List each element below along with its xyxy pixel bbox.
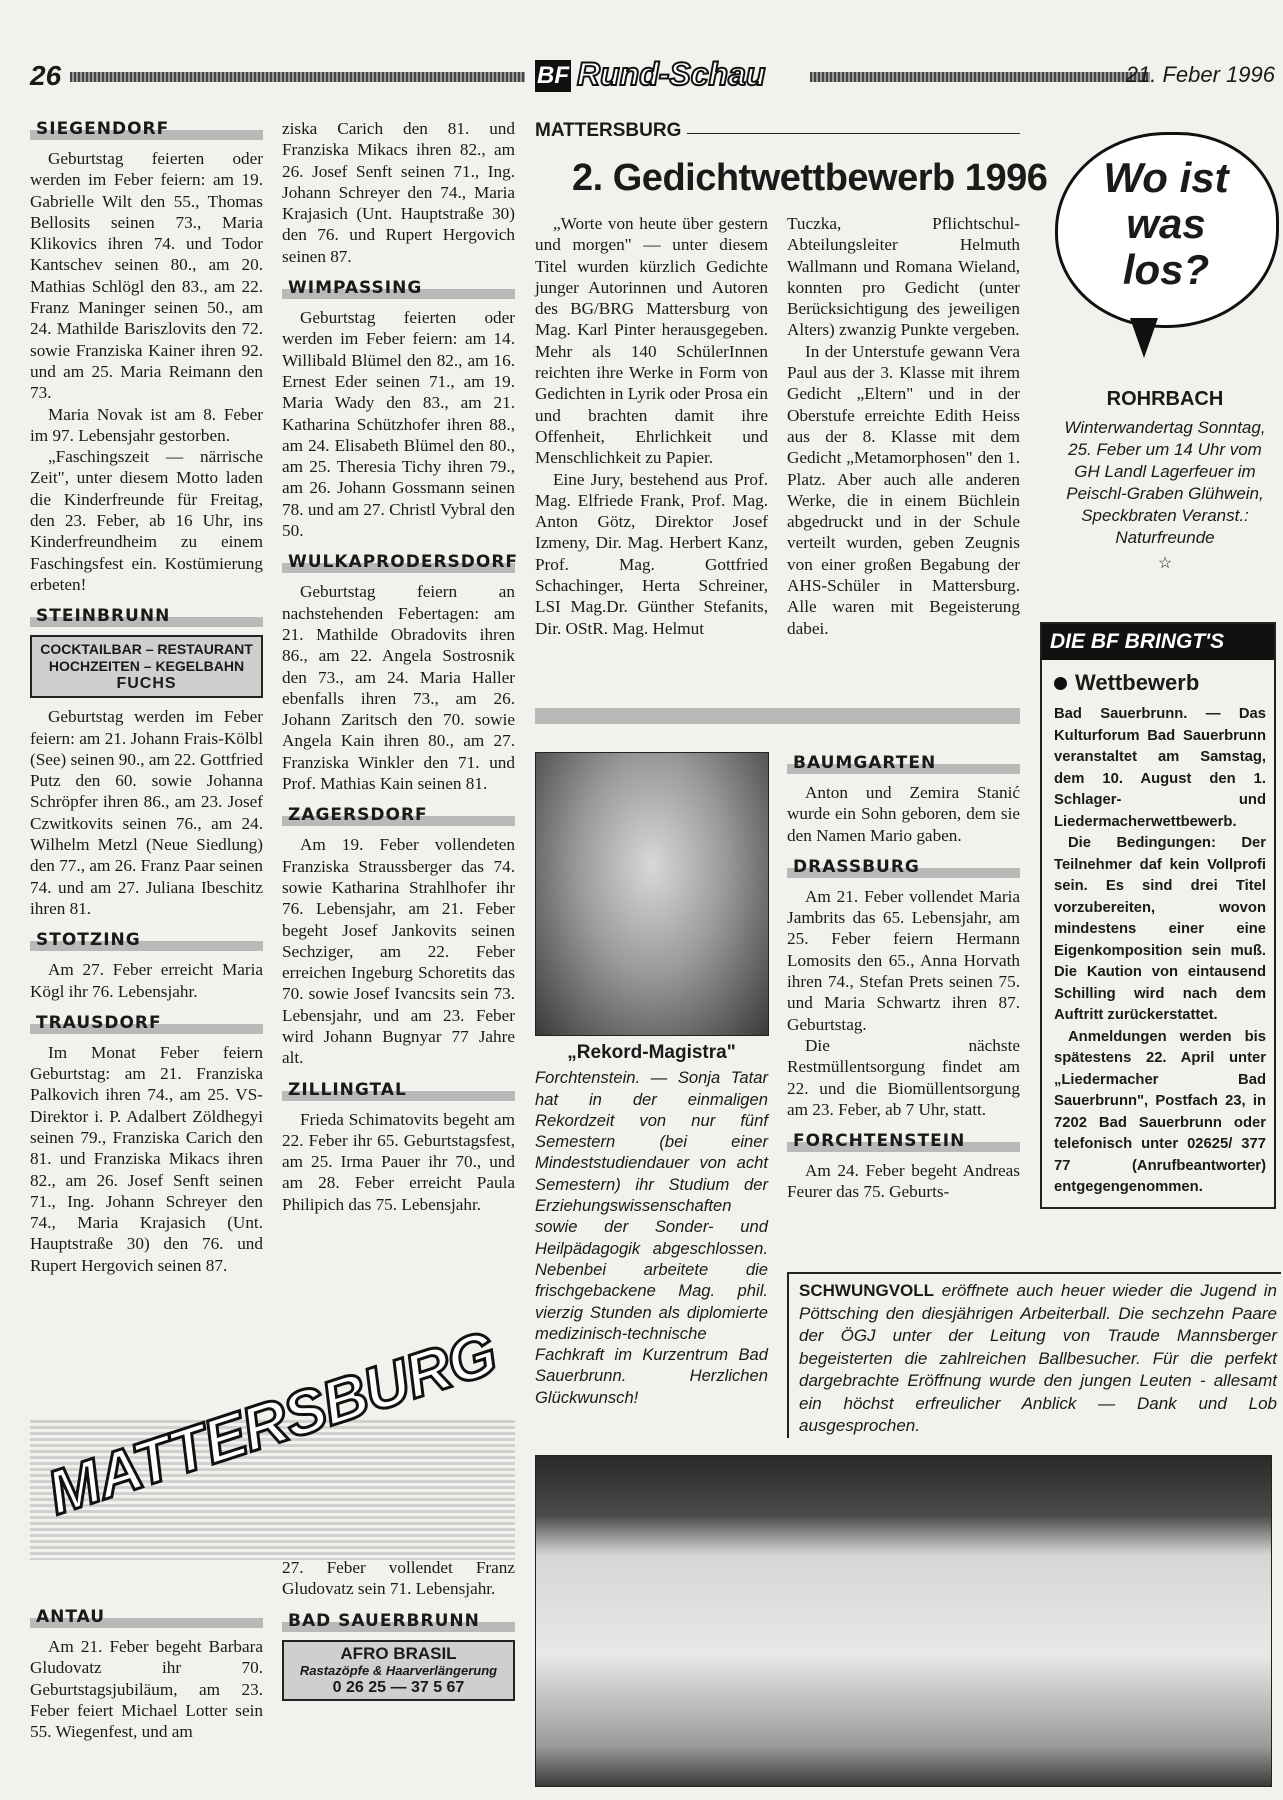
zagersdorf-text: Am 19. Feber vollendeten Franziska Straussberger das 74. sowie Katharina Strahlhofer ihr 76. Lebensjahr, am 21. Feber begeht Josef Jankovits seinen Sechziger, am 22. Feber erreichen Ingeburg Schoretits das 70. sowie Josef Ivancsits sein 73. Lebensjahr, und am 23. Feber wird Johann Bugnyar 77 Jahre alt. [282, 835, 515, 1068]
zillingtal-text: Frieda Schimatovits begeht am 22. Feber ihr 65. Geburtstagsfest, am 25. Irma Pauer ihr 70., und am 28. Feber erreicht Paula Philipich das 75. Lebensjahr. [282, 1109, 515, 1214]
baumgarten-text: Anton und Zemira Stanić wurde ein Sohn geboren, dem sie den Namen Mario gaben. [787, 783, 1020, 845]
photo-caption [535, 1042, 768, 1408]
bf-logo: BF [535, 60, 571, 92]
section-heading-steinbrunn: STEINBRUNN [30, 605, 263, 627]
column-1 [30, 118, 263, 1275]
section-heading-siegendorf: SIEGENDORF [30, 118, 263, 140]
rohrbach-event [1060, 388, 1270, 573]
bullet-icon [1054, 677, 1067, 690]
fuchs-ad-line-2: HOCHZEITEN – KEGELBAHN [48, 658, 245, 675]
article-left-paragraph-2: Eine Jury, bestehend aus Prof. Mag. Elfriede Frank, Prof. Mag. Anton Götz, Direktor Josef Izmeny, Dir. Mag. Herbert Kanz, Prof. Mag. Gottfried Schachinger, Herta Schreiner, LSI Mag.Dr. Günther Stefanits, Dir. OStR. Mag. Helmut [535, 469, 768, 638]
antau-continued-section [282, 1557, 515, 1701]
speech-bubble-text: Wo ist was los? [1103, 154, 1229, 293]
article-headline: 2. Gedichtwettbewerb 1996 [572, 157, 1048, 199]
page-header [30, 56, 1280, 100]
wimpassing-text: Geburtstag feierten oder werden im Feber feiern: am 14. Willibald Blümel den 82., am 16. Ernest Eder seinen 71., am 19. Maria Wady den 83., am 21. Katharina Schützhofer ihren 88., am 24. Elisabeth Blümel den 80., am 25. Theresia Tichy ihren 79., am 26. Johann Gossmann seinen 78. und am 27. Christl Vybral den 50. [282, 308, 515, 541]
photo-caption-text: Forchtenstein. — Sonja Tatar hat in der einmaligen Rekordzeit von nur fünf Semestern (bei einer Mindeststudiendauer von acht Semestern) ihr Studium der Erziehungswissenschaften sowie der Sonder- und Heilpädagogik abgeschlossen. Nebenbei arbeitete die frischgebackene Mag. phil. vierzig Stunden als diplomierte medizinisch-technische Fachkraft im Kurzentrum Bad Sauerbrunn. Herzlichen Glückwunsch! [535, 1068, 768, 1407]
mattersburg-banner [30, 1318, 515, 1560]
article-right-paragraph-1: Tuczka, Pflichtschul-Abteilungsleiter Helmuth Wallmann und Romana Wieland, konnten pro Gedicht (unter Berücksichtigung des jeweiligen Alters) zwanzig Punkte vergeben. [787, 214, 1020, 340]
star-icon: ☆ [1157, 555, 1173, 572]
fuchs-ad-line-1: COCKTAILBAR – RESTAURANT [40, 641, 253, 658]
drassburg-text-1: Am 21. Feber vollendet Maria Jambrits das 65. Lebensjahr, am 25. Feber feiern Hermann Lomosits den 65., Anna Horvath ihren 74., Stefan Prets seinen 75. und Maria Schwartz ihren 87. Geburtstag. [787, 886, 1020, 1034]
siegendorf-text-2: Maria Novak ist am 8. Feber im 97. Lebensjahr gestorben. [30, 404, 263, 445]
header-rule-right [810, 72, 1150, 82]
mattersburg-banner-text: MATTERSBURG [39, 1318, 505, 1529]
column-4 [787, 752, 1020, 1203]
portrait-photo [535, 752, 769, 1036]
bf-bringts-heading: DIE BF BRINGT'S [1042, 624, 1274, 660]
page-number: 26 [30, 60, 62, 91]
section-heading-wimpassing: WIMPASSING [282, 277, 515, 299]
section-heading-wulkaprodersdorf: WULKAPRODERSDORF [282, 551, 515, 573]
masthead-logo [535, 56, 835, 94]
afro-brasil-name: AFRO BRASIL [340, 1643, 457, 1663]
bf-bringts-box [1040, 622, 1276, 1209]
article-right-paragraph-2: In der Unterstufe gewann Vera Paul aus der 3. Klasse mit ihrem Gedicht „Eltern" und in der Oberstufe erreichte Edith Heiss aus der 8. Klasse mit dem Gedicht „Metamorphosen" den 1. Platz. Aber auch alle anderen Werke, die in einem Büchlein abgedruckt und in der Schule verteilt wurden, geben Zeugnis von einer großen Begabung der AHS-Schüler in Mattersburg. Alle waren mit Begeisterung dabei. [787, 341, 1020, 638]
trausdorf-continued: ziska Carich den 81. und Franziska Mikacs ihren 82., am 26. Josef Senft seinen 71., Ing. Johann Schreyer den 74., Maria Krajasich (Unt. Hauptstraße 30) den 76. und Rupert Hergovich seinen 87. [282, 119, 515, 266]
schwungvoll-text: eröffnete auch heuer wieder die Jugend in Pöttsching den diesjährigen Arbeiterball. Die sechzehn Paare der ÖGJ unter der Leitung von Traude Mannsberger begeisterten die zahlreichen Ballbesucher. Für die perfekt dargebrachte Eröffnung wurde den jungen Leuten - allesamt ein höchst erfreulicher Anblick — Dank und Lob ausgesprochen. [799, 1281, 1277, 1435]
fuchs-ad [30, 635, 263, 698]
antau-text: Am 21. Feber begeht Barbara Gludovatz ihr 70. Geburtstagsjubiläum, am 23. Feber feiert Michael Lotter sein 55. Wiegenfest, und am [30, 1637, 263, 1742]
afro-brasil-ad [282, 1640, 515, 1701]
photo-caption-title: „Rekord-Magistra" [567, 1042, 736, 1063]
afro-brasil-phone: 0 26 25 — 37 5 67 [332, 1678, 465, 1696]
wettbewerb-title: Wettbewerb [1075, 670, 1200, 695]
wettbewerb-text-3: Anmeldungen werden bis spätestens 22. April unter „Liedermacher Bad Sauerbrunn", Postfach 23, in 7202 Bad Sauerbrunn oder telefonisch unter 02625/ 377 77 (Anrufbeantworter) entgegengenommen. [1054, 1028, 1266, 1195]
article-left-paragraph-1: „Worte von heute über gestern und morgen" — unter diesem Titel wurden kürzlich Gedichte junger Autorinnen und Autoren des BG/BRG Mattersburg von Mag. Karl Pinter herausgegeben. Mehr als 140 SchülerInnen reichten ihre Werke in Form von Gedichten in Lyrik oder Prosa ein und brachten damit ihre Offenheit, Ehrlichkeit und Menschlichkeit zu Papier. [535, 214, 768, 468]
article-kicker [535, 120, 1020, 144]
section-heading-stotzing: STOTZING [30, 929, 263, 951]
siegendorf-text-1: Geburtstag feierten oder werden im Feber feiern: am 19. Gabrielle Wilt den 55., Thomas Bellosits seinen 73., Maria Klikovics ihren 74. und Todor Kantschev seinen 80., am 20. Mathias Schlögl den 83., am 22. Franz Maninger seinen 50., am 24. Mathilde Bariszlovits den 72. sowie Franziska Kainer ihren 92. und am 25. Maria Reimann den 73. [30, 149, 263, 403]
forchtenstein-text: Am 24. Feber begeht Andreas Feurer das 75. Geburts- [787, 1161, 1020, 1202]
drassburg-text-2: Die nächste Restmüllentsorgung findet am 22. und die Biomüllentsorgung am 23. Feber, ab 7 Uhr, statt. [787, 1035, 1020, 1119]
header-rule-left [70, 72, 525, 82]
speech-bubble-tail [1130, 318, 1158, 358]
wulkaprodersdorf-text: Geburtstag feiern an nachstehenden Febertagen: am 21. Mathilde Obradovits ihren 86., am 22. Angela Sostrosnik den 73., am 24. Maria Haller ebenfalls ihren 73., am 26. Johann Zaritsch den 70. sowie Angela Kain ihren 80., am 27. Franziska Winkler den 71. und Prof. Mathias Kain seinen 81. [282, 582, 515, 794]
section-heading-trausdorf: TRAUSDORF [30, 1012, 263, 1034]
masthead-title: Rund-Schau [577, 56, 766, 92]
speech-bubble [1055, 132, 1279, 328]
fuchs-ad-name: FUCHS [116, 675, 177, 693]
schwungvoll-lead: SCHWUNGVOLL [799, 1281, 935, 1300]
antau-section [30, 1606, 263, 1742]
section-heading-drassburg: DRASSBURG [787, 856, 1020, 878]
article-right-column [787, 213, 1020, 639]
steinbrunn-text: Geburtstag werden im Feber feiern: am 21. Johann Frais-Kölbl (See) seinen 90., am 22. Gottfried Putz den 60. sowie Johanna Schröpfer ihren 86., am 23. Josef Czwitkovits seinen 76., am 24. Wilhelm Metzl (Neue Siedlung) den 77., am 26. Franz Paar seinen 74. und am 27. Juliana Ibeschitz ihren 81. [30, 707, 263, 918]
trausdorf-text: Im Monat Feber feiern Geburtstag: am 21. Franziska Palkovich ihren 74., am 25. VS-Direktor i. P. Adalbert Zöldhegyi seinen 79., Franziska Carich den 81. und Franziska Mikacs ihren 82., am 26. Josef Senft seinen 71., Ing. Johann Schreyer den 74., Maria Krajasich (Unt. Hauptstraße 30) den 76. und Rupert Hergovich seinen 87. [30, 1042, 263, 1275]
issue-date: 21. Feber 1996 [1125, 62, 1275, 87]
rohrbach-details: Winterwandertag Sonntag, 25. Feber um 14 Uhr vom GH Landl Lagerfeuer im Peischl-Graben Glühwein, Speckbraten Veranst.: Naturfreunde [1064, 418, 1266, 547]
stotzing-text: Am 27. Feber erreicht Maria Kögl ihr 76. Lebensjahr. [30, 960, 263, 1001]
section-heading-zillingtal: ZILLINGTAL [282, 1079, 515, 1101]
afro-brasil-service: Rastazöpfe & Haarverlängerung [299, 1662, 498, 1678]
wettbewerb-heading [1054, 670, 1266, 696]
article-kicker-text: MATTERSBURG [535, 120, 687, 141]
article-left-column [535, 213, 768, 639]
section-heading-bad-sauerbrunn: BAD SAUERBRUNN [282, 1610, 515, 1632]
schwungvoll-caption [787, 1272, 1281, 1438]
wettbewerb-text-2: Die Bedingungen: Der Teilnehmer daf kein Vollprofi sein. Es sind drei Titel vorzubereiten, wovon mindestens einer eine Eigenkomposition sein muß. Die Kaution von eintausend Schilling wird nach dem Auftritt zurückerstattet. [1054, 835, 1266, 1023]
group-photo [535, 1455, 1272, 1787]
section-heading-baumgarten: BAUMGARTEN [787, 752, 1020, 774]
antau-continued: 27. Feber vollendet Franz Gludovatz sein 71. Lebensjahr. [282, 1558, 515, 1599]
rohrbach-heading: ROHRBACH [1106, 388, 1224, 410]
section-heading-zagersdorf: ZAGERSDORF [282, 804, 515, 826]
section-heading-forchtenstein: FORCHTENSTEIN [787, 1130, 1020, 1152]
section-heading-antau: ANTAU [30, 1606, 263, 1628]
column-2 [282, 118, 519, 1215]
siegendorf-text-3: „Faschingszeit — närrische Zeit", unter diesem Motto laden die Kinderfreunde für Freitag, den 23. Feber, ab 16 Uhr, ins Kinderfreundheim zu einem Faschingsfest ein. Kostümierung erbeten! [30, 447, 263, 594]
article-divider [535, 708, 1020, 724]
wettbewerb-text-1: Bad Sauerbrunn. — Das Kulturforum Bad Sauerbrunn veranstaltet am Samstag, dem 10. August den 1. Schlager- und Liedermacherwettbewerb. [1054, 706, 1266, 830]
